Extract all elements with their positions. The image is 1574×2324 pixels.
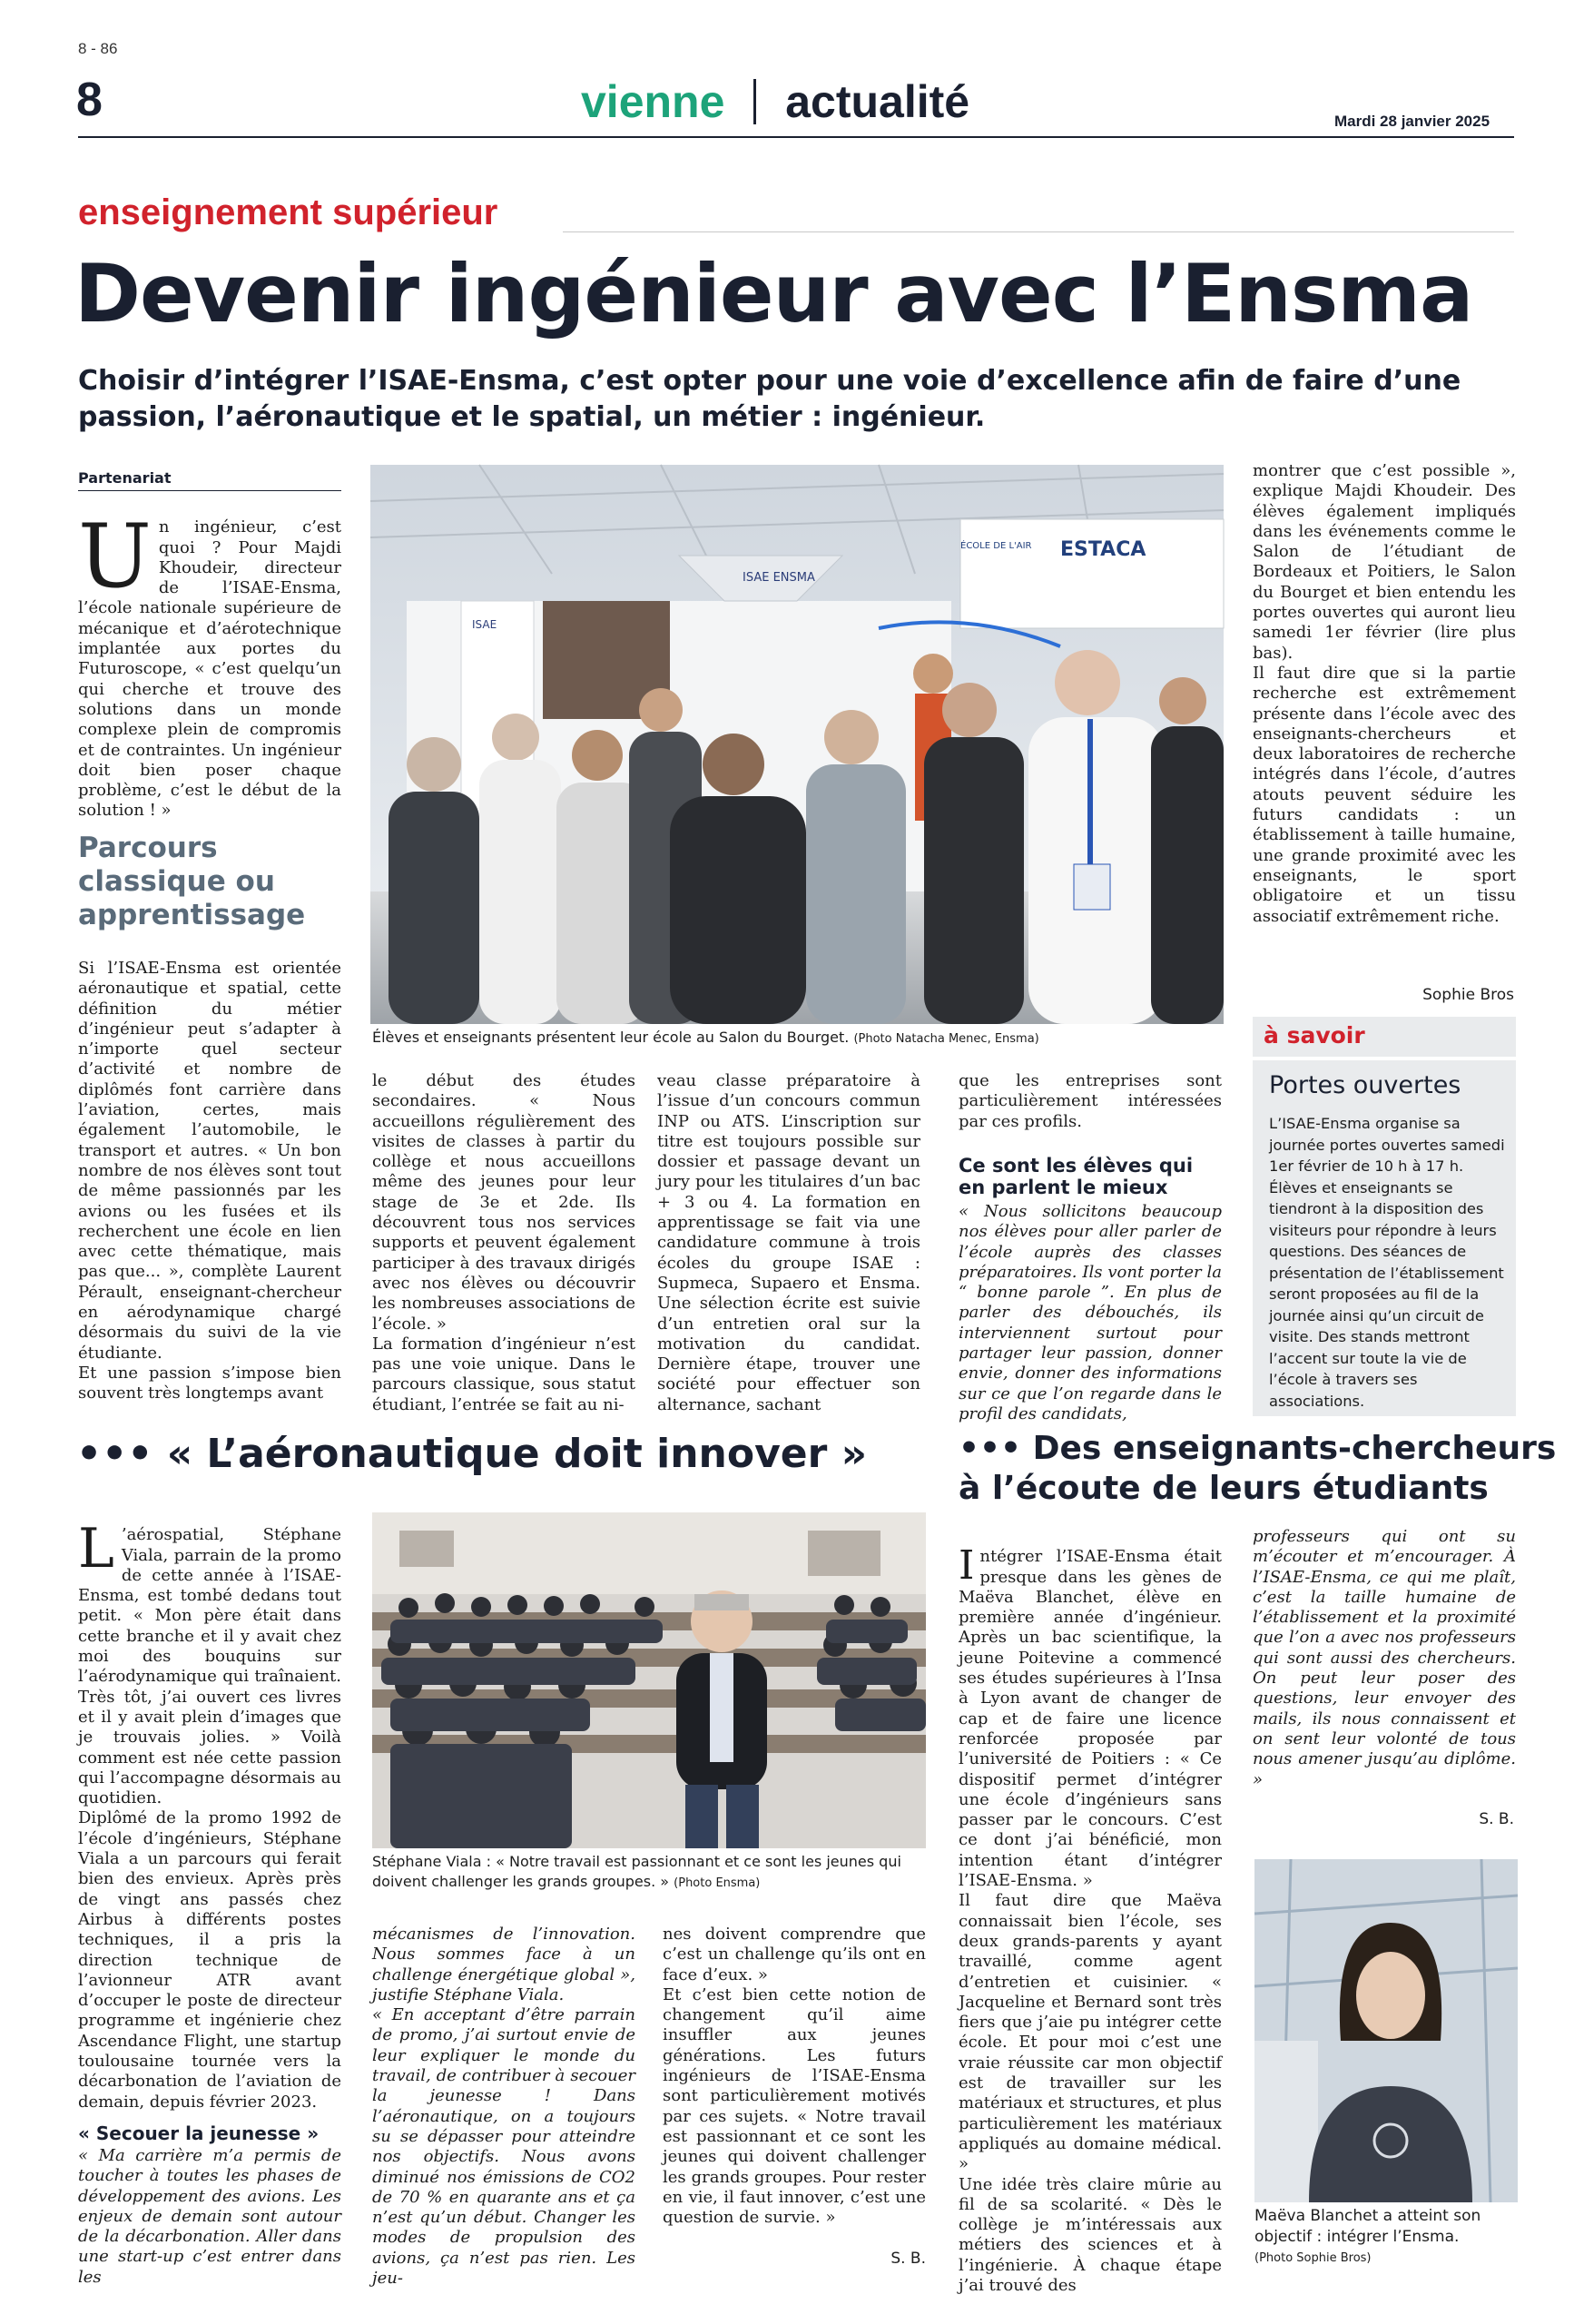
main-col5: montrer que c’est possible », explique Majdi Khoudeir. Des élèves également impliqués dans les événements comme le Salon de l’étudiant de Bordeaux et Poitiers, le Salon du Bourget et bien entendu les portes ouvertes qui auront lieu samedi 1er février (lire plus bas). Il faut dire que si la partie recherche est extrêmement présente dans l’école avec des enseignants-chercheurs et deux laboratoires de recherche intégrés dans l’école, d’autres atouts peuvent séduire les futurs candidats : un établissement à taille humaine, une grande proximité avec les enseignants, le sport obligatoire et un tissu associatif extrêmement riche.	[1253, 461, 1516, 926]
article2-col2: mécanismes de l’innovation. Nous sommes face à un challenge énergétique global », justifie Stéphane Viala. « En acceptant d’être parrain de promo, j’ai surtout envie de leur expliquer le monde du travail, de contribuer à secouer la jeunesse ! Dans l’aéronautique, on a toujours su se dépasser pour atteindre nos objectifs. Nous avons diminué nos émissions de CO2 de 70 % en quarante ans et ça n’est qu’un début. Changer les modes de propulsion des avions, ça n’est pas rien. Les jeu-	[372, 1925, 635, 2289]
section-header	[581, 74, 969, 129]
main-col3: veau classe préparatoire à l’issue d’un concours commun INP ou ATS. L’inscription sur titre est toujours possible sur dossier et passage devant un jury pour les titulaires d’un bac + 3 ou 4. La formation en apprentissage se fait via une candidature commune à trois écoles du groupe ISAE : Supmeca, Supaero et Ensma. Une sélection écrite est suivie d’un entretien oral sur la motivation du candidat. Dernière étape, trouver une société pour effectuer son alternance, sachant	[657, 1071, 920, 1414]
article3-col1	[959, 1527, 1222, 2295]
section-name: vienne	[581, 76, 725, 127]
article3-col1-text: ntégrer l’ISAE-Ensma était presque dans les gènes de Maëva Blanchet, élève en première année d’ingénieur. Après un bac scientifique, la jeune Poitevine a commencé ses études supérieures à l’Insa à Lyon avant de changer de cap et de faire une licence renforcée proposée par l’université de Poitiers : « Ce dispositif permet d’intégrer une école d’ingénieurs sans passer par le concours. C’est ce dont j’ai bénéficié, mon intention étant d’intégrer l’ISAE-Ensma. » Il faut dire que Maëva connaissait bien l’école, ses deux grands-parents y ayant travaillé, comme agent d’entretien et cuisinier. « Jacqueline et Bernard sont très fiers que j’aie pu intégrer cette école. Et pour moi c’est une vraie réussite car mon objectif est de travailler sur les matériaux et structures, et plus particulièrement les matériaux appliqués au domaine médical. » Une idée très claire mûrie au fil de sa scolarité. « Dès le collège je m’intéressais aux métiers des sciences et à l’ingénierie. À chaque étape j’ai trouvé des	[959, 1547, 1222, 2295]
main-subhead: Parcours classique ou apprentissage	[78, 832, 306, 931]
photo2-caption-text: Stéphane Viala : « Notre travail est passionnant et ce sont les jeunes qui doivent challenger les grands groupes. »	[372, 1853, 901, 1890]
main-intro-text: n ingénieur, c’est quoi ? Pour Majdi Khoudeir, directeur de l’ISAE-Ensma, l’école nationale supérieure de mécanique et d’aérotechnique implantée aux portes du Futuroscope, « c’est quelqu’un qui cherche et trouve des solutions dans un monde complexe plein de compromis et de contraintes. Un ingénieur doit bien poser chaque problème, c’est le début de la solution ! »	[78, 517, 341, 821]
photo3-credit: (Photo Sophie Bros)	[1254, 2251, 1372, 2265]
article3-col2: professeurs qui ont su m’écouter et m’encourager. À l’ISAE-Ensma, ce qui me plaît, c’est la taille humaine de l’établissement et la proximité que l’on a avec nos professeurs qui sont aussi des chercheurs. On peut leur poser des questions, leur envoyer des mails, ils nous connaissent et on sent leur volonté de tous nous amener jusqu’au diplôme. »	[1253, 1527, 1516, 1789]
photo2-caption	[372, 1852, 926, 1894]
svg-text:ISAE: ISAE	[472, 618, 497, 631]
page-folio: 8 - 86	[78, 40, 118, 57]
photo-salon-bourget	[370, 465, 1224, 1024]
header-rule	[78, 136, 1514, 138]
section-rubric: actualité	[785, 76, 970, 127]
photo1-caption-text: Élèves et enseignants présentent leur école au Salon du Bourget.	[372, 1029, 850, 1046]
svg-text:ESTACA: ESTACA	[1060, 538, 1146, 561]
article3-title-line2: à l’écoute de leurs étudiants	[959, 1470, 1489, 1507]
article3-signature: S. B.	[1479, 1810, 1514, 1828]
article2-col1-a	[78, 1505, 341, 2117]
photo1-credit: (Photo Natacha Menec, Ensma)	[853, 1032, 1039, 1046]
main-col4-a: que les entreprises sont particulièrement intéressées par ces profils.	[959, 1071, 1222, 1131]
standfirst: Choisir d’intégrer l’ISAE-Ensma, c’est opter pour une voie d’excellence afin de faire d’une passion, l’aéronautique et le spatial, un métier : ingénieur.	[78, 365, 1461, 433]
article3-dropcap: I	[959, 1542, 975, 1590]
article2-title: ••• « L’aéronautique doit innover »	[76, 1431, 868, 1477]
photo-booth-logo: ISAE ENSMA	[743, 571, 815, 585]
sidebar-tag: à savoir	[1264, 1022, 1365, 1049]
photo2-credit: (Photo Ensma)	[674, 1876, 761, 1890]
main-col4-b: « Nous sollicitons beaucoup nos élèves pour aller parler de l’école auprès des classes préparatoires. Ils vont porter la “ bonne parole ”. En plus de parler des débouchés, ils interviennent surtout pour partager leur passion, donner envie, donner des informations sur ce que l’on regarde dans le profil des candidats,	[959, 1202, 1222, 1423]
photo1-caption	[372, 1028, 1225, 1049]
article2-col3: nes doivent comprendre que c’est un challenge qu’ils ont en face d’eux. » Et c’est bien cette notion de changement qu’il aime insuffler aux jeunes générations. Les futurs ingénieurs de l’ISAE-Ensma sont particulièrement motivés par ces sujets. « Notre travail est passionnant et ce sont les jeunes qui doivent challenger les grands groupes. Pour rester en vie, il faut innover, c’est une question de survie. »	[663, 1925, 926, 2228]
article2-signature: S. B.	[890, 2250, 926, 2268]
photo3-caption	[1254, 2206, 1518, 2269]
article-label: Partenariat	[78, 469, 172, 487]
photo-stephane-viala	[372, 1512, 926, 1848]
article2-col1-b: « Ma carrière m’a permis de toucher à toutes les phases de développement des avions. Les enjeux de demain sont autour de la décarbonation. Aller dans une start-up c’est entrer dans les	[78, 2146, 341, 2287]
main-signature: Sophie Bros	[1422, 986, 1514, 1004]
article3-title-line1: ••• Des enseignants-chercheurs	[959, 1430, 1557, 1467]
page-number: 8	[76, 74, 103, 126]
kicker-rule	[563, 231, 1514, 232]
sidebar-rule	[1253, 1057, 1516, 1060]
article3-title	[959, 1429, 1557, 1509]
section-divider	[753, 79, 756, 124]
article2-subhead: « Secouer la jeunesse »	[78, 2122, 320, 2144]
issue-date: Mardi 28 janvier 2025	[1334, 113, 1490, 130]
sidebar-text: L’ISAE-Ensma organise sa journée portes ouvertes samedi 1er février de 10 h à 17 h. Élèves et enseignants se tiendront à la disposition des visiteurs pour répondre à leurs questions. Des séances de présentation de l’établissement seront proposées au fil de la journée ainsi qu’un circuit de visite. Des stands mettront l’accent sur toute la vie de l’école à travers ses associations.	[1269, 1115, 1505, 1410]
photo3-caption-text: Maëva Blanchet a atteint son objectif : intégrer l’Ensma.	[1254, 2207, 1481, 2246]
article2-col1-text: ’aérospatial, Stéphane Viala, parrain de la promo de cette année à l’ISAE-Ensma, est tombé dedans tout petit. « Mon père était dans cette branche et il y avait chez moi des bouquins sur l’aérodynamique qui traînaient. Très tôt, j’ai ouvert ces livres et il y avait plein d’images que je trouvais jolies. » Voilà comment est née cette passion qui l’accompagne désormais au quotidien. Diplômé de la promo 1992 de l’école d’ingénieurs, Stéphane Viala a un parcours qui ferait bien des envieux. Après près de vingt ans passés chez Airbus à différents postes techniques, il a pris la direction technique de l’avionneur ATR avant d’occuper le poste de directeur programme et ingénierie chez Ascendance Flight, une startup toulousaine tournée vers la décarbonation de l’aviation de demain, depuis février 2023.	[78, 1525, 341, 2112]
headline: Devenir ingénieur avec l’Ensma	[74, 247, 1473, 340]
main-subhead-2: Ce sont les élèves qui en parlent le mieux	[959, 1155, 1194, 1198]
svg-text:ÉCOLE DE L'AIR: ÉCOLE DE L'AIR	[960, 541, 1032, 551]
main-intro	[78, 497, 341, 821]
label-rule	[78, 490, 341, 491]
article2-dropcap: L	[78, 1517, 114, 1581]
photo-maeva-blanchet	[1254, 1859, 1518, 2202]
main-col2: le début des études secondaires. « Nous accueillons régulièrement des visites de classes à partir du collège et nous accueillons même des jeunes pour leur stage de 3e et 2de. Ils découvrent tous nos services supports et peuvent également participer à des travaux dirigés avec nos élèves ou découvrir les nombreuses associations de l’école. » La formation d’ingénieur n’est pas une voie unique. Dans le parcours classique, sous statut étudiant, l’entrée se fait au ni-	[372, 1071, 635, 1414]
sidebar-title: Portes ouvertes	[1269, 1071, 1461, 1099]
kicker: enseignement supérieur	[78, 192, 498, 232]
main-col1: Si l’ISAE-Ensma est orientée aéronautique et spatial, cette définition du métier d’ingénieur peut s’adapter à n’importe quel secteur d’activité et nombre de diplômés font carrière dans l’aviation, certes, mais également l’automobile, le transport et autres. « Un bon nombre de nos élèves sont tout de même passionnés par les avions ou les fusées et ils recherchent une école en lien avec cette thématique, mais pas que... », complète Laurent Pérault, enseignant-chercheur en aérodynamique chargé désormais du suivi de la vie étudiante. Et une passion s’impose bien souvent très longtemps avant	[78, 959, 341, 1403]
sidebar-box	[1253, 1017, 1516, 1416]
main-dropcap: U	[78, 506, 152, 608]
